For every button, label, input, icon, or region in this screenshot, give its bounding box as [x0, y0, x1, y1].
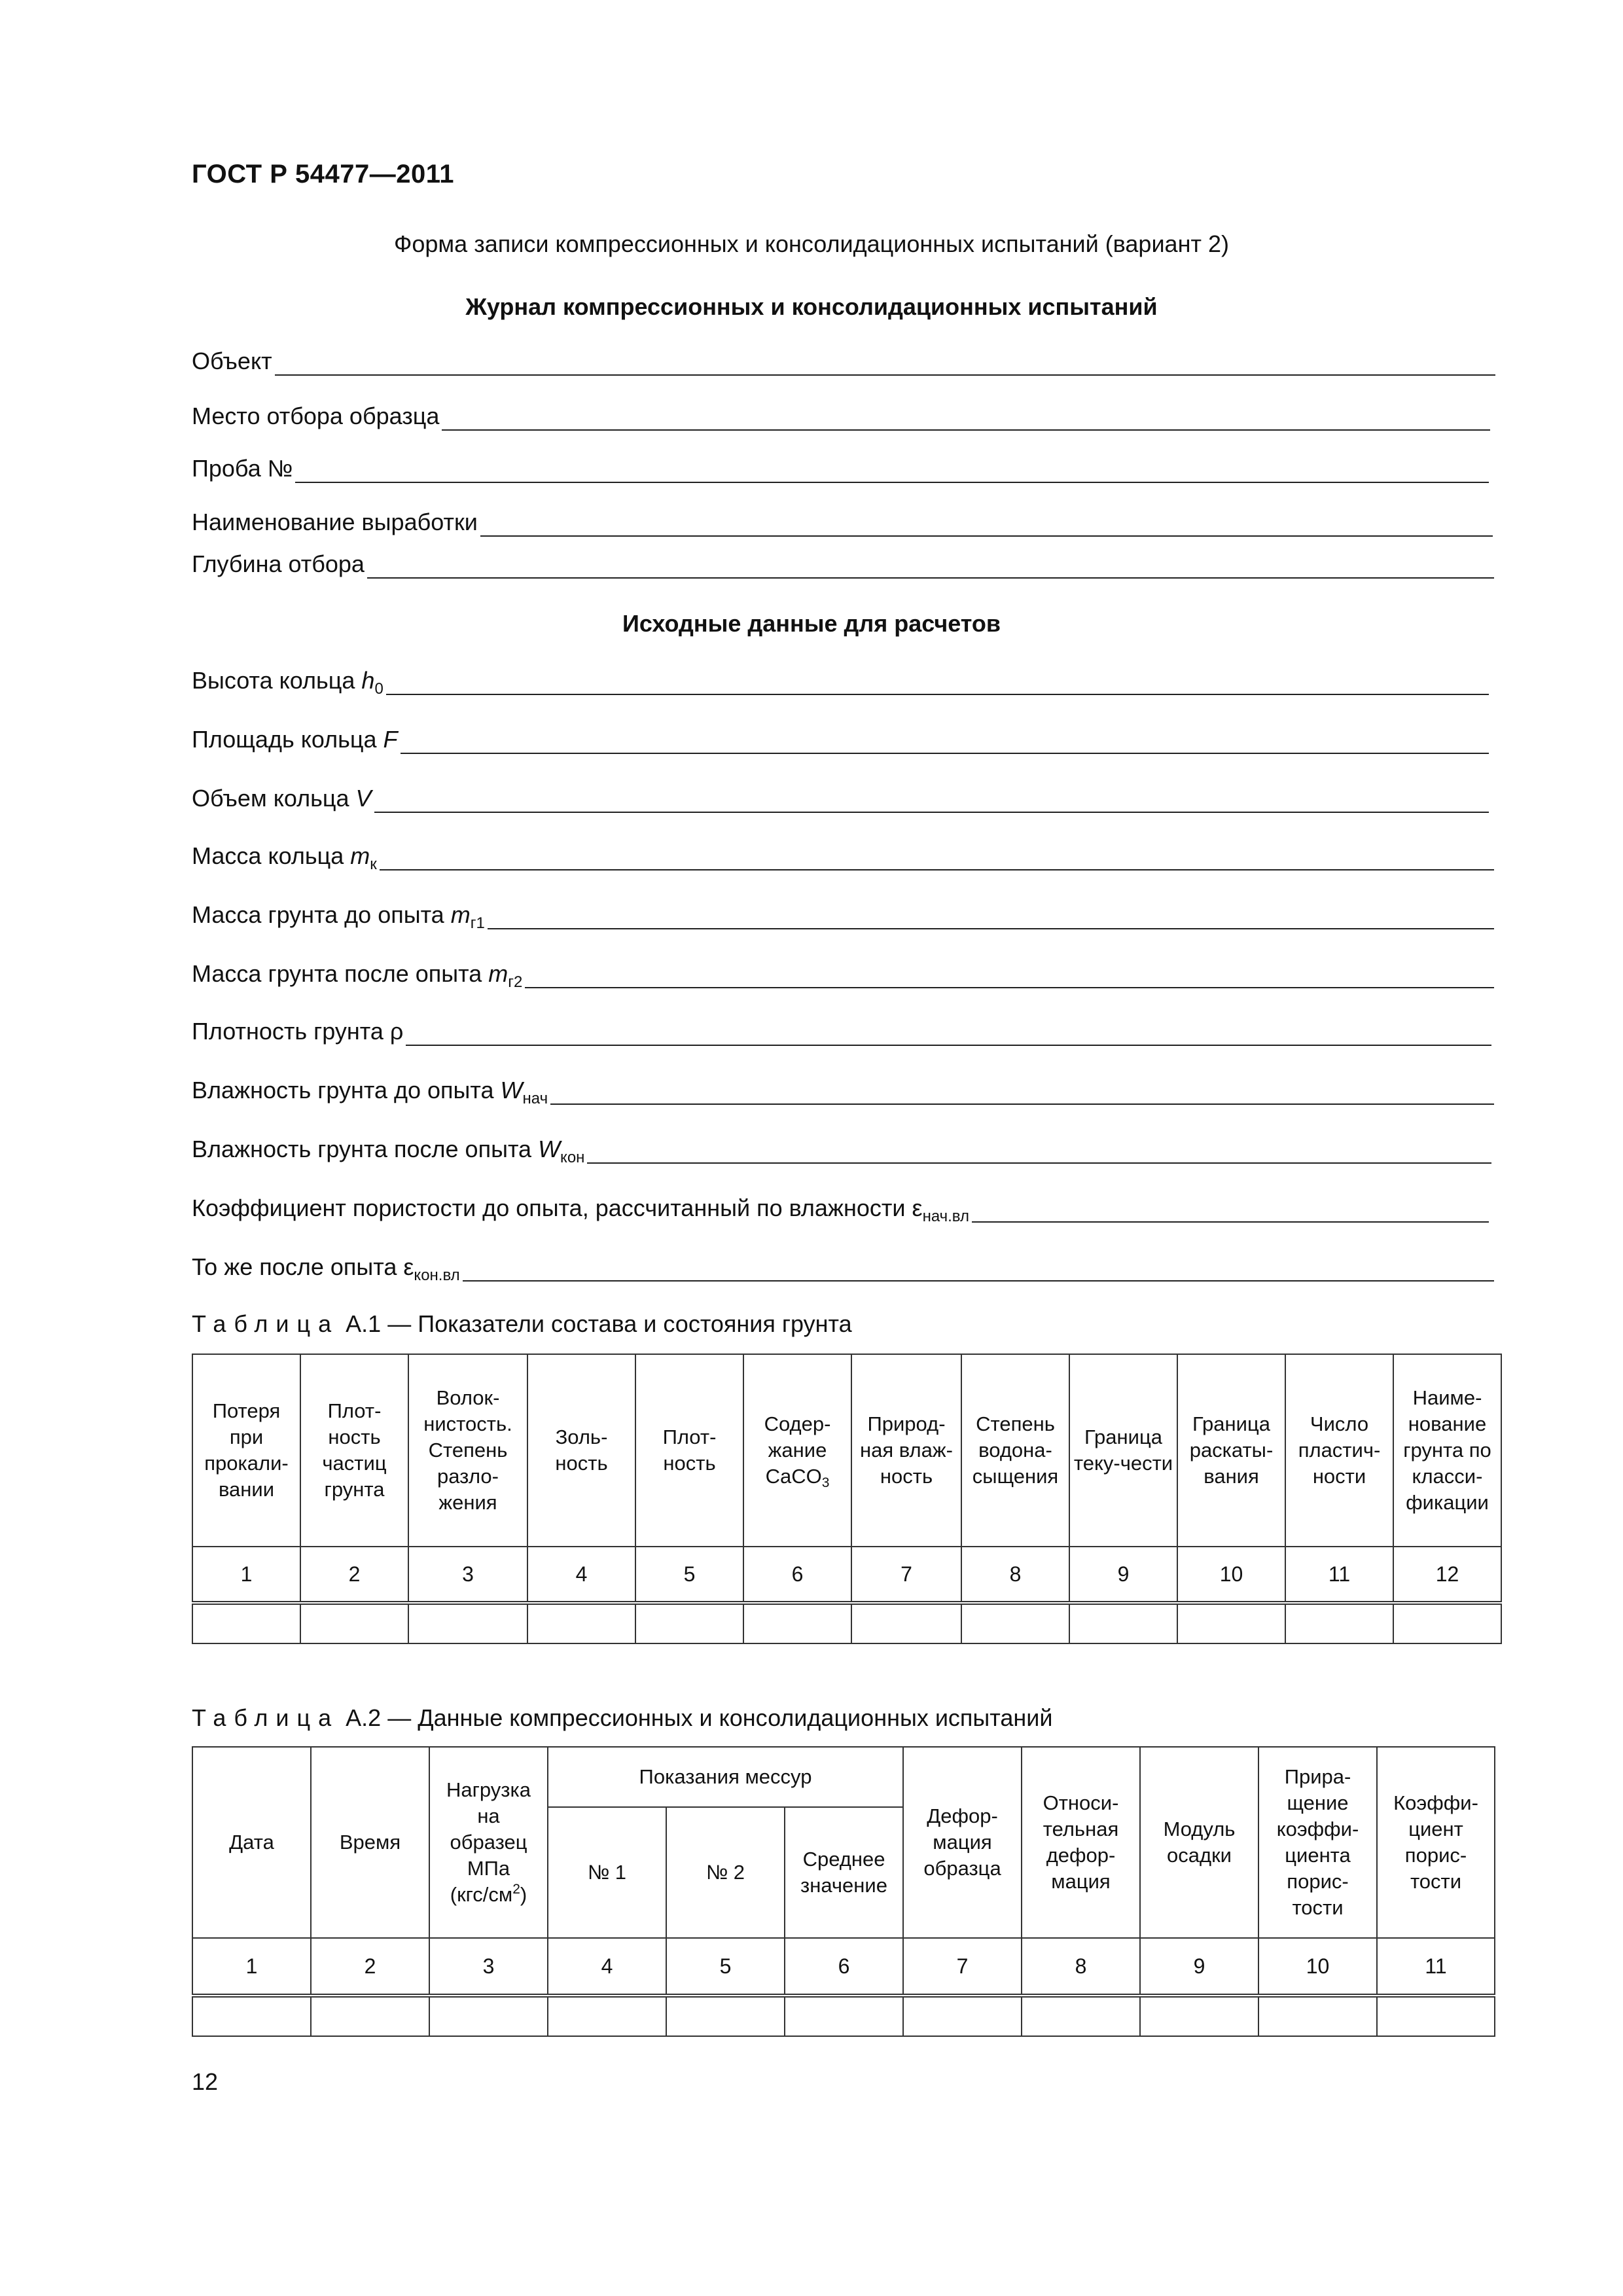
table-caption-text: А.1 — Показатели состава и состояния грунта	[339, 1310, 852, 1337]
table2-data-cell[interactable]	[192, 1996, 311, 2036]
table2-data-cell[interactable]	[311, 1996, 429, 2036]
table1-data-cell[interactable]	[635, 1603, 743, 1643]
table1-header-cell: Плот-ность	[635, 1354, 743, 1547]
fill-line[interactable]	[380, 847, 1494, 870]
table1-number-cell: 6	[743, 1547, 851, 1603]
table1-header-cell: Золь-ность	[527, 1354, 635, 1547]
initial-data-title: Исходные данные для расчетов	[622, 610, 1001, 637]
table1-data-cell[interactable]	[1285, 1603, 1393, 1643]
table2-data-cell[interactable]	[785, 1996, 903, 2036]
table1-data-cell[interactable]	[408, 1603, 527, 1643]
table1-header-row	[192, 1354, 1501, 1547]
fill-line[interactable]	[295, 459, 1489, 483]
table1-number-cell: 3	[408, 1547, 527, 1603]
table2-header-m1: № 1	[548, 1807, 666, 1938]
page-number: 12	[192, 2068, 219, 2095]
table1-number-cell: 4	[527, 1547, 635, 1603]
field-ring-mass	[192, 842, 1494, 873]
table1-data-cell[interactable]	[851, 1603, 961, 1643]
table1-header-cell: Граница теку-чести	[1069, 1354, 1177, 1547]
table2-number-cell: 8	[1022, 1938, 1140, 1996]
table2-header-load: Нагрузка на образец МПа $(кгс/см^2)$	[429, 1747, 548, 1938]
table1-data-cell[interactable]	[1393, 1603, 1501, 1643]
table2-data-cell[interactable]	[903, 1996, 1022, 2036]
table2-data-cell[interactable]	[1022, 1996, 1140, 2036]
field-label: Площадь кольца F	[192, 726, 398, 753]
field-label: Влажность грунта после опыта $W_{кон}$	[192, 1136, 585, 1166]
table2-number-cell: 1	[192, 1938, 311, 1996]
fill-line[interactable]	[480, 513, 1493, 537]
table2-number-cell: 7	[903, 1938, 1022, 1996]
table1	[192, 1354, 1502, 1644]
table2-number-cell: 4	[548, 1938, 666, 1996]
form-title: Форма записи компрессионных и консолидационных испытаний (вариант 2)	[394, 230, 1229, 257]
field-label: Плотность грунта ρ	[192, 1018, 404, 1045]
table2-header-m2: № 2	[666, 1807, 785, 1938]
field-label: Масса кольца $m_к$	[192, 842, 377, 873]
table2	[192, 1746, 1495, 2037]
table1-data-cell[interactable]	[527, 1603, 635, 1643]
table2-number-cell: 9	[1140, 1938, 1258, 1996]
table1-data-cell[interactable]	[192, 1603, 300, 1643]
table2-caption	[192, 1704, 1053, 1732]
fill-line[interactable]	[442, 407, 1490, 431]
table-caption-text: А.2 — Данные компрессионных и консолидационных испытаний	[339, 1704, 1053, 1731]
table1-header-cell: Волок-нистость. Степень разло-жения	[408, 1354, 527, 1547]
table1-number-cell: 7	[851, 1547, 961, 1603]
fill-line[interactable]	[972, 1199, 1489, 1223]
table1-number-cell: 5	[635, 1547, 743, 1603]
fill-line[interactable]	[488, 906, 1494, 929]
table2-header-row	[192, 1747, 1495, 1807]
field-label: То же после опыта $\varepsilon_{кон.вл}$	[192, 1253, 460, 1284]
field-label: Высота кольца $h_0$	[192, 667, 383, 698]
fill-line[interactable]	[374, 789, 1489, 813]
table2-header-modulus: Модуль осадки	[1140, 1747, 1258, 1938]
table2-data-cell[interactable]	[1140, 1996, 1258, 2036]
field-soil-density	[192, 1017, 1491, 1046]
field-ring-height	[192, 666, 1489, 698]
field-label: Коэффициент пористости до опыта, рассчитанный по влажности $\varepsilon_{нач.вл}$	[192, 1194, 970, 1225]
table1-number-cell: 11	[1285, 1547, 1393, 1603]
table2-number-row	[192, 1938, 1495, 1996]
field-label: Наименование выработки	[192, 509, 478, 535]
table2-header-increment: Прира-щение коэффи-циента порис-тости	[1258, 1747, 1377, 1938]
table1-header-cell: Плот-ность частиц грунта	[300, 1354, 408, 1547]
field-moisture-before	[192, 1076, 1494, 1105]
table2-data-cell[interactable]	[429, 1996, 548, 2036]
table1-number-cell: 10	[1177, 1547, 1285, 1603]
table2-header-messur-group: Показания мессур	[548, 1747, 903, 1807]
table2-header-date: Дата	[192, 1747, 311, 1938]
table2-data-cell[interactable]	[1258, 1996, 1377, 2036]
table2-number-cell: 2	[311, 1938, 429, 1996]
field-label: Масса грунта до опыта $m_{г1}$	[192, 901, 485, 932]
field-porosity-after	[192, 1253, 1494, 1282]
fill-line[interactable]	[525, 965, 1494, 988]
table1-header-cell: Содер- жание CaCO$_3$	[743, 1354, 851, 1547]
table1-header-cell: Степень водона-сыщения	[961, 1354, 1069, 1547]
table2-number-cell: 5	[666, 1938, 785, 1996]
table1-header-cell: Граница раскаты-вания	[1177, 1354, 1285, 1547]
field-sampling-place	[192, 402, 1490, 431]
table1-number-cell: 9	[1069, 1547, 1177, 1603]
field-label: Глубина отбора	[192, 550, 365, 577]
table2-number-cell: 11	[1377, 1938, 1495, 1996]
fill-line[interactable]	[275, 352, 1495, 376]
table2-data-row	[192, 1996, 1495, 2036]
field-soil-mass-before	[192, 901, 1494, 932]
field-label: Влажность грунта до опыта $W_{нач}$	[192, 1077, 548, 1107]
fill-line[interactable]	[550, 1081, 1494, 1105]
table2-header-time: Время	[311, 1747, 429, 1938]
fill-line[interactable]	[367, 555, 1494, 579]
field-porosity-before	[192, 1194, 1489, 1223]
table2-header-rel-deformation: Относи-тельная дефор-мация	[1022, 1747, 1140, 1938]
standard-number: ГОСТ Р 54477—2011	[192, 160, 454, 188]
field-excavation-name	[192, 508, 1493, 537]
table-caption-prefix: Таблица	[192, 1704, 340, 1731]
table1-caption	[192, 1310, 852, 1338]
table1-data-cell[interactable]	[961, 1603, 1069, 1643]
table1-number-cell: 8	[961, 1547, 1069, 1603]
table2-header-avg: Среднее значение	[785, 1807, 903, 1938]
table1-header-cell: Потеря при прокали-вании	[192, 1354, 300, 1547]
field-label: Объем кольца V	[192, 785, 372, 812]
field-ring-area	[192, 725, 1489, 754]
field-soil-mass-after	[192, 960, 1494, 991]
fill-line[interactable]	[587, 1140, 1491, 1164]
field-label: Место отбора образца	[192, 403, 440, 429]
field-object	[192, 347, 1495, 376]
table2-data-cell[interactable]	[1377, 1996, 1495, 2036]
table2-number-cell: 3	[429, 1938, 548, 1996]
table-caption-prefix: Таблица	[192, 1310, 340, 1337]
field-moisture-after	[192, 1135, 1491, 1164]
table1-data-cell[interactable]	[1069, 1603, 1177, 1643]
fill-line[interactable]	[406, 1022, 1491, 1046]
field-label: Проба №	[192, 455, 293, 482]
field-sampling-depth	[192, 550, 1494, 579]
table2-data-cell[interactable]	[666, 1996, 785, 2036]
table1-data-cell[interactable]	[300, 1603, 408, 1643]
field-ring-volume	[192, 784, 1489, 813]
table2-number-cell: 10	[1258, 1938, 1377, 1996]
table2-header-deformation: Дефор-мация образца	[903, 1747, 1022, 1938]
field-label: Масса грунта после опыта $m_{г2}$	[192, 960, 523, 991]
table1-data-row	[192, 1603, 1501, 1643]
table1-number-cell: 1	[192, 1547, 300, 1603]
table1-header-cell: Природ-ная влаж-ность	[851, 1354, 961, 1547]
table1-header-cell: Наиме-нование грунта по класси-фикации	[1393, 1354, 1501, 1547]
table1-data-cell[interactable]	[743, 1603, 851, 1643]
table1-data-cell[interactable]	[1177, 1603, 1285, 1643]
table1-number-row	[192, 1547, 1501, 1603]
table2-header-coefficient: Коэффи-циент порис-тости	[1377, 1747, 1495, 1938]
table1-number-cell: 2	[300, 1547, 408, 1603]
fill-line[interactable]	[386, 672, 1489, 695]
fill-line[interactable]	[401, 730, 1489, 754]
fill-line[interactable]	[463, 1258, 1494, 1282]
table2-number-cell: 6	[785, 1938, 903, 1996]
field-sample-number	[192, 454, 1489, 483]
table1-header-cell: Число пластич-ности	[1285, 1354, 1393, 1547]
table2-data-cell[interactable]	[548, 1996, 666, 2036]
journal-title: Журнал компрессионных и консолидационных испытаний	[465, 293, 1158, 320]
field-label: Объект	[192, 348, 272, 374]
table1-number-cell: 12	[1393, 1547, 1501, 1603]
